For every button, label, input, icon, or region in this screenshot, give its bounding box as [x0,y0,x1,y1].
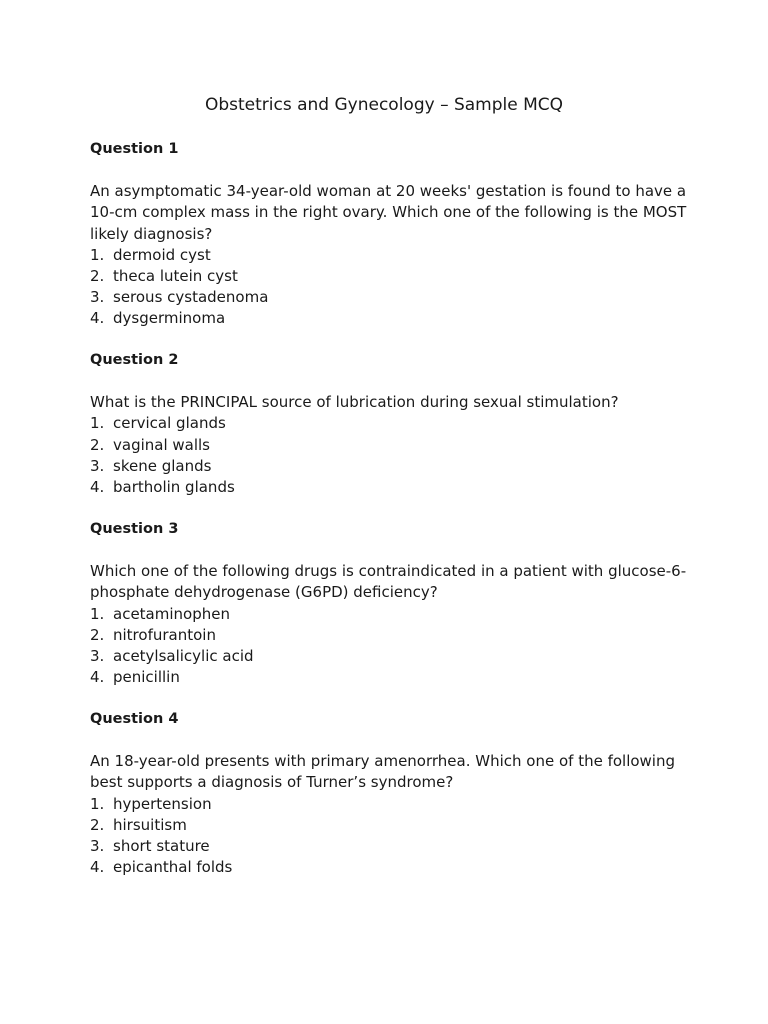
option-number: 4. [90,309,105,328]
answer-option [90,815,690,836]
option-text: nitrofurantoin [113,625,216,644]
answer-option [90,604,690,625]
answer-options [90,245,690,330]
answer-option [90,245,690,266]
answer-option [90,435,690,456]
option-number: 2. [90,815,105,834]
answer-option [90,266,690,287]
option-text: theca lutein cyst [113,267,238,286]
answer-option [90,477,690,498]
option-number: 4. [90,478,105,497]
option-text: bartholin glands [113,478,235,497]
option-text: epicanthal folds [113,858,233,877]
question-stem: Which one of the following drugs is contraindicated in a patient with glucose-6-phosphate dehydrogenase (G6PD) deficiency? [90,562,687,602]
answer-option [90,308,690,329]
option-number: 1. [90,604,105,623]
question-heading: Question 4 [90,711,179,727]
answer-options [90,413,690,498]
answer-option [90,794,690,815]
option-number: 2. [90,435,105,454]
option-number: 3. [90,647,105,666]
option-number: 4. [90,668,105,687]
question-heading: Question 1 [90,141,179,157]
option-number: 4. [90,858,105,877]
option-number: 3. [90,837,105,856]
option-text: vaginal walls [113,435,211,454]
question-4 [90,709,690,878]
answer-options [90,794,690,879]
option-text: acetaminophen [113,604,230,623]
answer-option [90,456,690,477]
option-number: 2. [90,625,105,644]
option-text: hirsuitism [113,815,187,834]
question-stem: An asymptomatic 34-year-old woman at 20 weeks' gestation is found to have a 10-cm complex mass in the right ovary. Which one of the following is the MOST likely diagnosis? [90,182,687,243]
option-text: skene glands [113,456,212,475]
option-text: hypertension [113,794,212,813]
answer-option [90,667,690,688]
question-stem: An 18-year-old presents with primary amenorrhea. Which one of the following best supports a diagnosis of Turner’s syndrome? [90,752,676,792]
answer-option [90,625,690,646]
question-2 [90,350,690,498]
option-text: dysgerminoma [113,309,226,328]
question-heading: Question 3 [90,521,179,537]
option-number: 3. [90,288,105,307]
option-text: penicillin [113,668,180,687]
answer-option [90,287,690,308]
option-text: short stature [113,837,210,856]
option-text: acetylsalicylic acid [113,647,254,666]
answer-option [90,836,690,857]
option-number: 3. [90,456,105,475]
option-number: 1. [90,414,105,433]
option-number: 1. [90,245,105,264]
question-stem: What is the PRINCIPAL source of lubrication during sexual stimulation? [90,393,619,412]
option-number: 1. [90,794,105,813]
answer-options [90,604,690,689]
question-heading: Question 2 [90,352,179,368]
document-title: Obstetrics and Gynecology – Sample MCQ [204,95,564,115]
question-3 [90,519,690,688]
answer-option [90,857,690,878]
option-text: serous cystadenoma [113,288,269,307]
question-1 [90,139,690,330]
option-text: dermoid cyst [113,245,211,264]
answer-option [90,413,690,434]
option-text: cervical glands [113,414,226,433]
option-number: 2. [90,267,105,286]
answer-option [90,646,690,667]
